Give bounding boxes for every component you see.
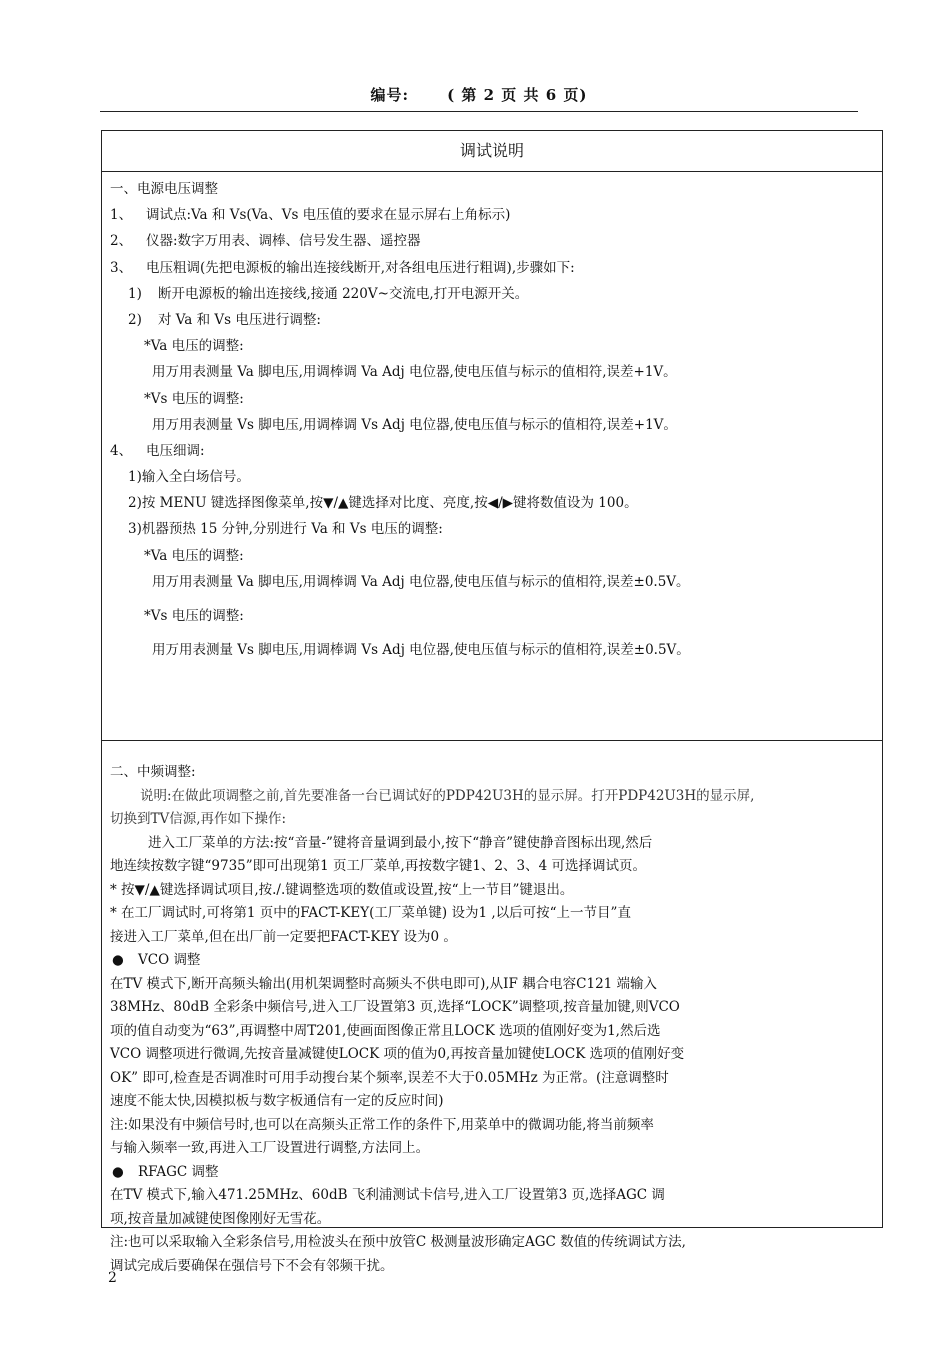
section2-heading: 二、中频调整: xyxy=(110,764,196,780)
bullet-icon: ● xyxy=(112,952,124,968)
star-note: * 按▼/▲键选择调试项目,按./.键调整选项的数值或设置,按“上一节目”键退出。 xyxy=(110,881,574,898)
list-item: 2) 对 Va 和 Vs 电压进行调整: xyxy=(128,311,321,328)
section1-heading: 一、电源电压调整 xyxy=(110,181,218,197)
list-item: 3、 电压粗调(先把电源板的输出连接线断开,对各组电压进行粗调),步骤如下: xyxy=(110,259,575,276)
vco-heading: ● VCO 调整 xyxy=(110,949,874,973)
star-note: 接进入工厂菜单,但在出厂前一定要把FACT-KEY 设为0 。 xyxy=(110,928,457,945)
vco-line: 项的值自动变为“63”,再调整中周T201,使画面图像正常且LOCK 选项的值刚好变为1,然后选 xyxy=(110,1022,661,1039)
vco-line: 在TV 模式下,断开高频头输出(用机架调整时高频头不供电即可),从IF 耦合电容C121 端输入 xyxy=(110,975,658,992)
section-if-adjustment xyxy=(102,741,882,1278)
vs-coarse-label: *Vs 电压的调整: xyxy=(144,390,244,407)
vco-line: 38MHz、80dB 全彩条中频信号,进入工厂设置第3 页,选择“LOCK”调整项,按音量加键,则VCO xyxy=(110,999,680,1015)
note-line: 说明:在做此项调整之前,首先要准备一台已调试好的PDP42U3H的显示屏。打开PDP42U3H的显示屏, xyxy=(140,787,755,804)
list-item: 1)输入全白场信号。 xyxy=(128,469,250,486)
va-fine-label: *Va 电压的调整: xyxy=(144,547,244,564)
instruction-table xyxy=(101,130,883,1274)
note-line: 切换到TV信源,再作如下操作: xyxy=(110,811,287,827)
list-item: 3)机器预热 15 分钟,分别进行 Va 和 Vs 电压的调整: xyxy=(128,521,443,538)
vs-fine-label: *Vs 电压的调整: xyxy=(144,608,244,624)
list-item: 2)按 MENU 键选择图像菜单,按▼/▲键选择对比度、亮度,按◀/▶键将数值设为 100。 xyxy=(128,495,638,512)
table-title: 调试说明 xyxy=(102,131,882,172)
rfagc-note: 注:也可以采取输入全彩条信号,用检波头在预中放管C 极测量波形确定AGC 数值的传统调试方法, xyxy=(110,1234,686,1250)
section-power-voltage xyxy=(102,172,882,741)
vco-line: VCO 调整项进行微调,先按音量减键使LOCK 项的值为0,再按音量加键使LOCK 选项的值刚好变 xyxy=(110,1046,685,1062)
header-divider xyxy=(100,111,858,112)
vco-note: 与输入频率一致,再进入工厂设置进行调整,方法同上。 xyxy=(110,1140,430,1156)
rfagc-line: 在TV 模式下,输入471.25MHz、60dB 飞利浦测试卡信号,进入工厂设置第3 页,选择AGC 调 xyxy=(110,1187,665,1203)
list-item: 2、 仪器:数字万用表、调棒、信号发生器、遥控器 xyxy=(110,233,421,250)
va-fine-text: 用万用表测量 Va 脚电压,用调棒调 Va Adj 电位器,使电压值与标示的值相符,误差±0.5V。 xyxy=(152,573,690,590)
page-header xyxy=(100,84,858,108)
rfagc-line: 项,按音量加减键使图像刚好无雪花。 xyxy=(110,1210,331,1227)
factory-menu-line: 进入工厂菜单的方法:按“音量-”键将音量调到最小,按下“静音”键使静音图标出现,然后 xyxy=(148,834,653,851)
va-coarse-label: *Va 电压的调整: xyxy=(144,338,244,355)
rfagc-heading: ● RFAGC 调整 xyxy=(110,1161,874,1185)
vco-note: 注:如果没有中频信号时,也可以在高频头正常工作的条件下,用菜单中的微调功能,将当前频率 xyxy=(110,1116,654,1133)
list-item: 1、 调试点:Va 和 Vs(Va、Vs 电压值的要求在显示屏右上角标示) xyxy=(110,207,511,224)
bullet-icon: ● xyxy=(112,1163,124,1180)
page-number: 2 xyxy=(108,1270,117,1286)
factory-menu-line: 地连续按数字键“9735”即可出现第1 页工厂菜单,再按数字键1、2、3、4 可选择调试页。 xyxy=(110,858,646,874)
vs-coarse-text: 用万用表测量 Vs 脚电压,用调棒调 Vs Adj 电位器,使电压值与标示的值相符,误差+1V。 xyxy=(152,416,677,433)
list-item: 1) 断开电源板的输出连接线,接通 220V~交流电,打开电源开关。 xyxy=(128,285,529,302)
vco-line: OK” 即可,检查是否调准时可用手动搜台某个频率,误差不大于0.05MHz 为正常。(注意调整时 xyxy=(110,1069,669,1086)
list-item: 4、 电压细调: xyxy=(110,442,205,459)
vco-line: 速度不能太快,因模拟板与数字板通信有一定的反应时间) xyxy=(110,1093,444,1109)
rfagc-note: 调试完成后要确保在强信号下不会有邻频干扰。 xyxy=(110,1257,394,1274)
header-page-info: ( 第 2 页 共 6 页) xyxy=(447,86,588,104)
header-label: 编号: xyxy=(370,86,410,104)
vs-fine-text: 用万用表测量 Vs 脚电压,用调棒调 Vs Adj 电位器,使电压值与标示的值相符,误差±0.5V。 xyxy=(152,642,690,659)
star-note: * 在工厂调试时,可将第1 页中的FACT-KEY(工厂菜单键) 设为1 ,以后可按“上一节目”直 xyxy=(110,905,631,921)
va-coarse-text: 用万用表测量 Va 脚电压,用调棒调 Va Adj 电位器,使电压值与标示的值相符,误差+1V。 xyxy=(152,364,677,381)
